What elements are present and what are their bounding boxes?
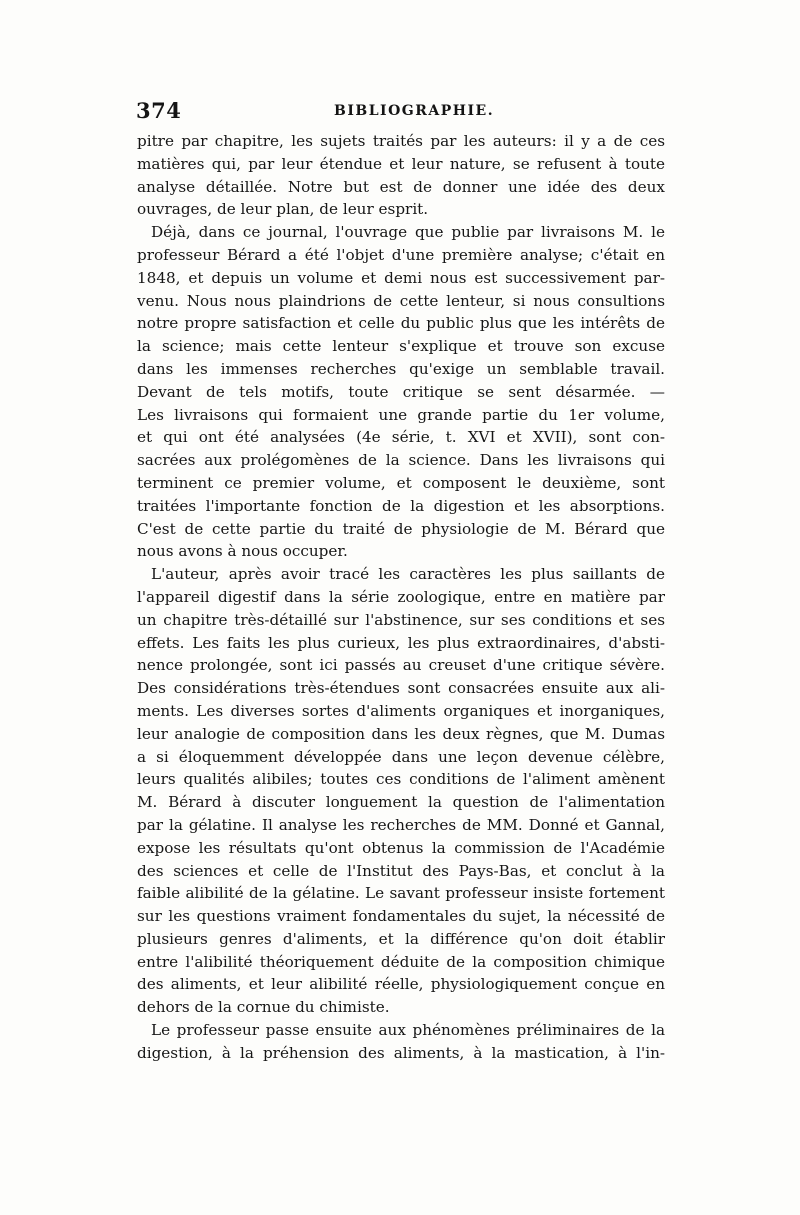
text-line: M. Bérard à discuter longuement la question de l'alimentation (137, 793, 665, 812)
text-line: nous avons à nous occuper. (137, 542, 348, 561)
text-line: sur les questions vraiment fondamentales du sujet, la nécessité de (137, 907, 665, 926)
text-line: dans les immenses recherches qu'exige un semblable travail. (137, 359, 665, 378)
text-line: L'auteur, après avoir tracé les caractères les plus saillants de (151, 565, 665, 584)
text-line: sacrées aux prolégomènes de la science. Dans les livraisons qui (137, 451, 665, 470)
page-number: 374 (136, 98, 182, 123)
text-line: Les livraisons qui formaient une grande partie du 1er volume, (137, 405, 665, 424)
text-line: dehors de la cornue du chimiste. (137, 998, 390, 1017)
page-header (136, 98, 666, 128)
text-line: nence prolongée, sont ici passés au creuset d'une critique sévère. (137, 656, 665, 675)
text-line: digestion, à la préhension des aliments, à la mastication, à l'in- (137, 1043, 665, 1062)
text-line: un chapitre très-détaillé sur l'abstinence, sur ses conditions et ses (137, 610, 665, 629)
text-line: 1848, et depuis un volume et demi nous est successivement par- (137, 268, 665, 287)
text-line: faible alibilité de la gélatine. Le savant professeur insiste fortement (137, 884, 665, 903)
text-line: a si éloquemment développée dans une leçon devenue célèbre, (137, 747, 665, 766)
text-line: Le professeur passe ensuite aux phénomènes préliminaires de la (151, 1021, 665, 1040)
text-line: Devant de tels motifs, toute critique se sent désarmée. — (137, 382, 665, 401)
text-line: matières qui, par leur étendue et leur nature, se refusent à toute (137, 154, 665, 173)
text-line: venu. Nous nous plaindrions de cette lenteur, si nous consultions (137, 291, 665, 310)
text-line: leurs qualités alibiles; toutes ces conditions de l'aliment amènent (137, 770, 665, 789)
running-head: BIBLIOGRAPHIE. (334, 103, 495, 119)
text-line: C'est de cette partie du traité de physiologie de M. Bérard que (137, 519, 665, 538)
text-line: plusieurs genres d'aliments, et la différence qu'on doit établir (137, 929, 665, 948)
body-text (137, 130, 665, 1065)
text-line: analyse détaillée. Notre but est de donner une idée des deux (137, 177, 665, 196)
text-line: notre propre satisfaction et celle du public plus que les intérêts de (137, 314, 665, 333)
text-line: et qui ont été analysées (4e série, t. XVI et XVII), sont con- (137, 428, 665, 447)
text-line: ouvrages, de leur plan, de leur esprit. (137, 200, 429, 219)
text-line: ments. Les diverses sortes d'aliments organiques et inorganiques, (137, 701, 665, 720)
text-line: traitées l'importante fonction de la digestion et les absorptions. (137, 496, 665, 515)
text-line: terminent ce premier volume, et composent le deuxième, sont (137, 473, 665, 492)
text-line: Des considérations très-étendues sont consacrées ensuite aux ali- (137, 679, 665, 698)
text-line: entre l'alibilité théoriquement déduite de la composition chimique (137, 952, 665, 971)
text-line: Déjà, dans ce journal, l'ouvrage que publie par livraisons M. le (151, 223, 665, 242)
text-line: des aliments, et leur alibilité réelle, physiologiquement conçue en (137, 975, 665, 994)
text-line: l'appareil digestif dans la série zoologique, entre en matière par (137, 587, 665, 606)
text-line: par la gélatine. Il analyse les recherches de MM. Donné et Gannal, (137, 815, 665, 834)
text-line: professeur Bérard a été l'objet d'une première analyse; c'était en (137, 245, 665, 264)
text-line: expose les résultats qu'ont obtenus la commission de l'Académie (137, 838, 665, 857)
text-line: effets. Les faits les plus curieux, les plus extraordinaires, d'absti- (137, 633, 665, 652)
text-line: pitre par chapitre, les sujets traités par les auteurs: il y a de ces (137, 132, 665, 150)
text-line: des sciences et celle de l'Institut des Pays-Bas, et conclut à la (137, 861, 665, 880)
text-line: la science; mais cette lenteur s'explique et trouve son excuse (137, 337, 665, 356)
text-line: leur analogie de composition dans les deux règnes, que M. Dumas (137, 724, 665, 743)
